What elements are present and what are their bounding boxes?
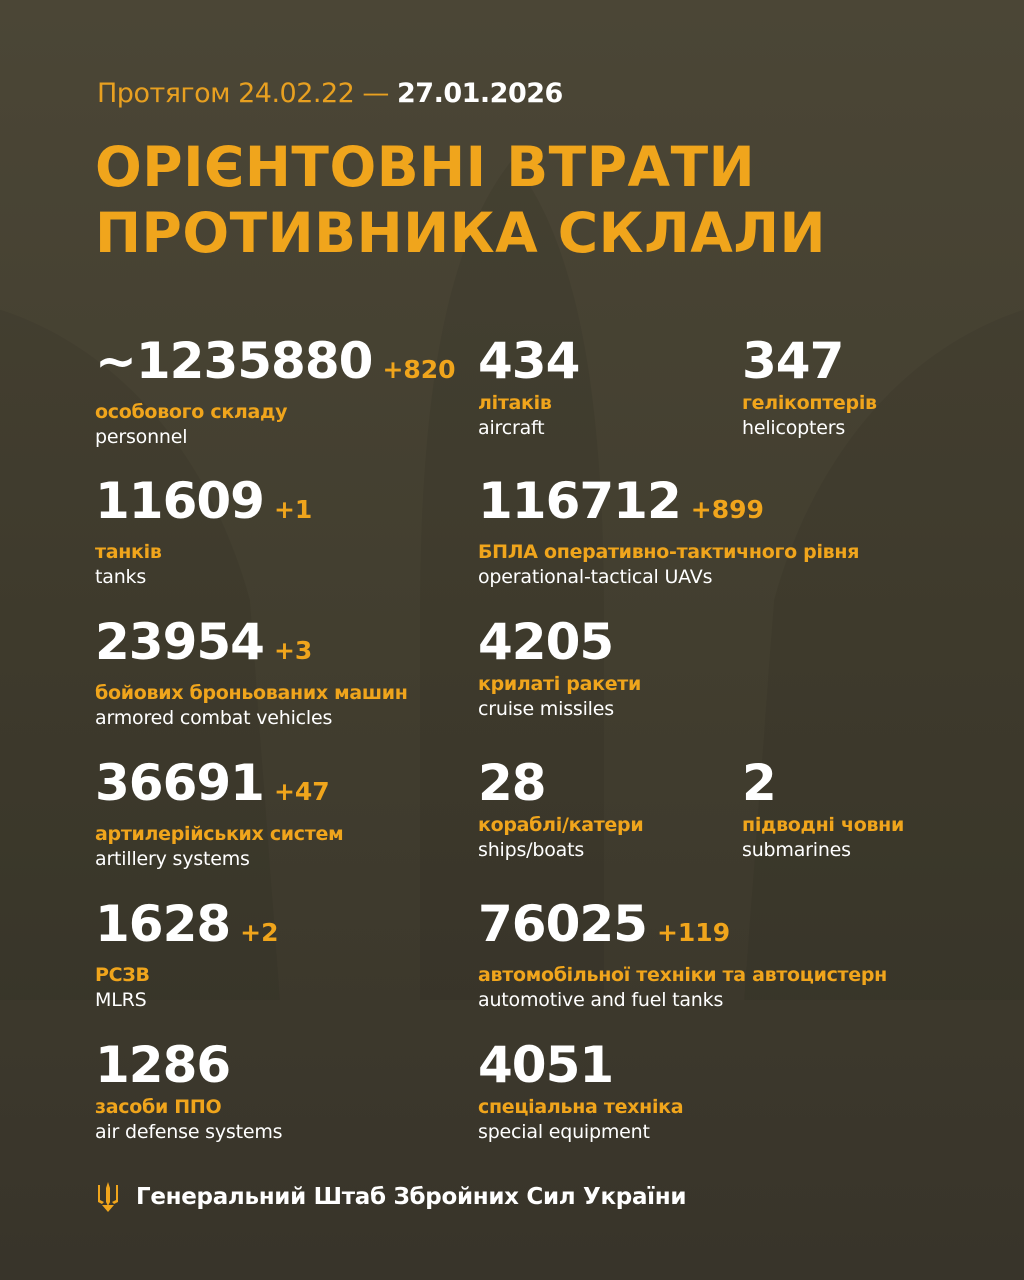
stat-label-en: air defense systems [95, 1121, 283, 1143]
stat-label-en: helicopters [742, 417, 846, 439]
stat-delta: +820 [382, 355, 456, 384]
stat-number: 11609 [95, 472, 264, 530]
stat-tanks [95, 473, 312, 589]
stat-number: 1286 [95, 1036, 231, 1094]
stat-ships-boats [478, 755, 643, 862]
stat-value [742, 755, 904, 811]
stat-value [478, 755, 643, 811]
stat-label-en: personnel [95, 426, 188, 448]
stat-label-en: automotive and fuel tanks [478, 989, 724, 1011]
stat-label-ua: крилаті ракети [478, 673, 642, 695]
stat-delta: +899 [690, 495, 764, 524]
stat-value [95, 473, 312, 538]
stat-number: 116712 [478, 472, 681, 530]
stat-label-en: submarines [742, 839, 851, 861]
stat-submarines [742, 755, 904, 862]
stat-label-en: armored combat vehicles [95, 707, 333, 729]
stat-number: 36691 [95, 754, 264, 812]
stat-label-ua: бойових броньованих машин [95, 682, 408, 704]
stat-value [478, 1037, 683, 1093]
stat-delta: +1 [273, 495, 313, 524]
stat-number: 1628 [95, 895, 231, 953]
stat-special-equipment [478, 1037, 683, 1144]
stat-number: 4051 [478, 1036, 614, 1094]
stat-armored-combat-vehicles [95, 614, 408, 730]
stat-label-ua: літаків [478, 392, 552, 414]
stat-number: 76025 [478, 895, 647, 953]
period-subtitle [97, 78, 563, 109]
stat-air-defense-systems [95, 1037, 282, 1144]
stat-label-en: operational-tactical UAVs [478, 566, 713, 588]
footer-org: Генеральний Штаб Збройних Сил України [136, 1184, 687, 1210]
stat-value [95, 896, 279, 961]
stat-label-ua: БПЛА оперативно-тактичного рівня [478, 541, 860, 563]
stat-value [95, 614, 408, 679]
stat-cruise-missiles [478, 614, 641, 721]
stat-label-ua: артилерійських систем [95, 823, 344, 845]
stat-artillery-systems [95, 755, 343, 871]
stat-value [478, 896, 887, 961]
stat-number: 2 [742, 754, 776, 812]
stat-label-en: MLRS [95, 989, 147, 1011]
stat-number: 4205 [478, 613, 614, 671]
stat-number: ~1235880 [95, 332, 373, 390]
stat-delta: +2 [240, 918, 279, 947]
stat-label-ua: кораблі/катери [478, 814, 644, 836]
stat-number: 347 [742, 332, 844, 390]
stat-number: 23954 [95, 613, 264, 671]
stat-value [742, 333, 877, 389]
stat-label-ua: танків [95, 541, 162, 563]
stat-label-ua: спеціальна техніка [478, 1096, 684, 1118]
stat-number: 434 [478, 332, 580, 390]
stat-label-en: aircraft [478, 417, 545, 439]
period-end: 27.01.2026 [397, 78, 563, 109]
trident-icon [96, 1182, 120, 1212]
stat-delta: +3 [273, 636, 313, 665]
stat-delta: +119 [656, 918, 731, 947]
stat-label-en: special equipment [478, 1121, 650, 1143]
footer [96, 1182, 686, 1212]
stat-label-ua: засоби ППО [95, 1096, 222, 1118]
stat-label-ua: РСЗВ [95, 964, 150, 986]
stat-aircraft [478, 333, 579, 440]
stat-helicopters [742, 333, 877, 440]
stat-automotive-and-fuel-tanks [478, 896, 887, 1012]
stat-label-ua: гелікоптерів [742, 392, 877, 414]
title-line-1: ОРІЄНТОВНІ ВТРАТИ [95, 135, 756, 199]
stat-label-en: ships/boats [478, 839, 585, 861]
stat-label-ua: особового складу [95, 401, 288, 423]
title-line-2: ПРОТИВНИКА СКЛАЛИ [95, 201, 827, 265]
period-start: Протягом 24.02.22 — [97, 78, 389, 109]
stat-label-ua: підводні човни [742, 814, 905, 836]
stat-value [478, 473, 859, 538]
stat-number: 28 [478, 754, 546, 812]
stat-mlrs [95, 896, 279, 1012]
page-title [95, 134, 826, 266]
stat-value [95, 1037, 282, 1093]
stat-label-ua: автомобільної техніки та автоцистерн [478, 964, 887, 986]
stat-operational-tactical-uavs [478, 473, 859, 589]
stat-value [95, 333, 456, 398]
stat-label-en: tanks [95, 566, 147, 588]
stat-value [95, 755, 343, 820]
stat-value [478, 333, 579, 389]
stat-delta: +47 [273, 777, 330, 806]
stat-label-en: artillery systems [95, 848, 250, 870]
stat-value [478, 614, 641, 670]
stat-label-en: cruise missiles [478, 698, 614, 720]
stat-personnel [95, 333, 456, 449]
